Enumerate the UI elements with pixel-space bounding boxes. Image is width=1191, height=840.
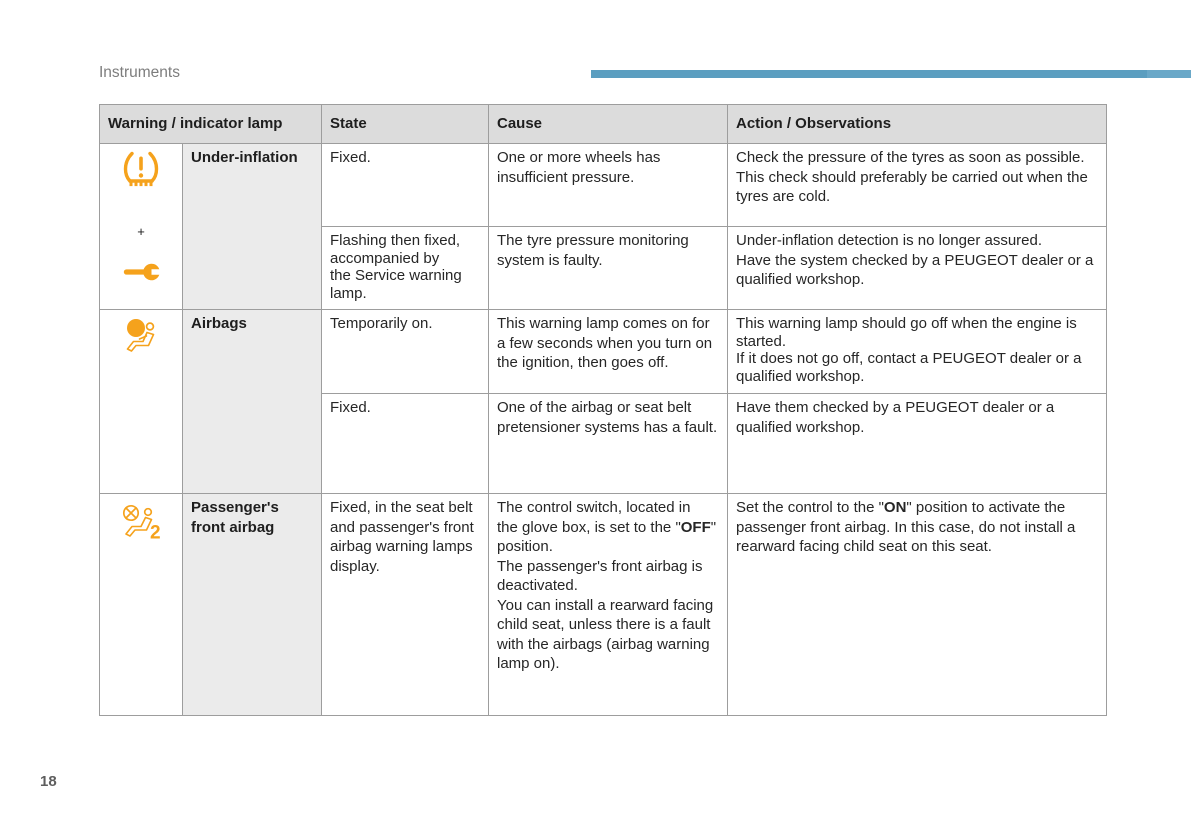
section-title: Instruments: [99, 64, 180, 81]
cause-cell: The tyre pressure monitoring system is faulty.: [489, 227, 728, 310]
state-cell: Flashing then fixed, accompanied by the Service warning lamp.: [322, 227, 489, 310]
lamp-icon-cell: [100, 494, 183, 716]
tyre-pressure-warning-icon: [123, 151, 159, 188]
text-segment: The control switch, located in the glove box, is set to the ": [497, 499, 691, 536]
cause-cell: [489, 494, 728, 716]
action-cell: Under-inflation detection is no longer assured. Have the system checked by a PEUGEOT dealer or a qualified workshop.: [728, 227, 1107, 310]
plus-sign: +: [137, 224, 145, 239]
text-segment: Set the control to the ": [736, 499, 884, 516]
state-cell: Fixed.: [322, 394, 489, 494]
lamp-icon-cell: [100, 310, 183, 494]
action-cell: [728, 494, 1107, 716]
page-number: 18: [40, 773, 57, 790]
lamp-name-cell: Airbags: [183, 310, 322, 494]
cause-cell: One or more wheels has insufficient pressure.: [489, 144, 728, 227]
action-cell: Check the pressure of the tyres as soon as possible. This check should preferably be carried out when the tyres are cold.: [728, 144, 1107, 227]
header-accent-bar: [591, 70, 1147, 78]
warning-lamp-table: [99, 104, 1107, 716]
text-segment: " position to activate the passenger front airbag. In this case, do not install a rearward facing child seat on this seat.: [736, 499, 1076, 555]
column-header-state: State: [322, 105, 489, 144]
bold-keyword-off: OFF: [680, 518, 711, 536]
column-header-action: Action / Observations: [728, 105, 1107, 144]
table-row: [100, 494, 1107, 716]
airbag-digit-label: 2: [150, 522, 161, 544]
column-header-lamp: Warning / indicator lamp: [100, 105, 322, 144]
text-segment: " position. The passenger's front airbag is deactivated. You can install a rearward facing child seat, unless there is a fault with the airbags (airbag warning lamp on).: [497, 518, 717, 672]
state-cell: Temporarily on.: [322, 310, 489, 394]
airbag-warning-icon: [123, 317, 159, 352]
table-header-row: [100, 105, 1107, 144]
column-header-cause: Cause: [489, 105, 728, 144]
passenger-airbag-off-icon: [122, 504, 162, 544]
service-wrench-icon: [123, 263, 160, 281]
bold-keyword-on: ON: [883, 499, 907, 516]
cause-cell: This warning lamp comes on for a few seconds when you turn on the ignition, then goes off.: [489, 310, 728, 394]
lamp-name-cell: Under-inflation: [183, 144, 322, 310]
action-cell: Have them checked by a PEUGEOT dealer or a qualified workshop.: [728, 394, 1107, 494]
state-cell: Fixed.: [322, 144, 489, 227]
state-cell: Fixed, in the seat belt and passenger's front airbag warning lamps display.: [322, 494, 489, 716]
header-accent-bar-end: [1147, 70, 1191, 78]
action-cell: This warning lamp should go off when the engine is started. If it does not go off, contact a PEUGEOT dealer or a qualified workshop.: [728, 310, 1107, 394]
cause-cell: One of the airbag or seat belt pretensioner systems has a fault.: [489, 394, 728, 494]
lamp-name-cell: Passenger's front airbag: [183, 494, 322, 716]
lamp-icon-cell: [100, 144, 183, 310]
table-row: [100, 310, 1107, 394]
table-row: [100, 144, 1107, 227]
